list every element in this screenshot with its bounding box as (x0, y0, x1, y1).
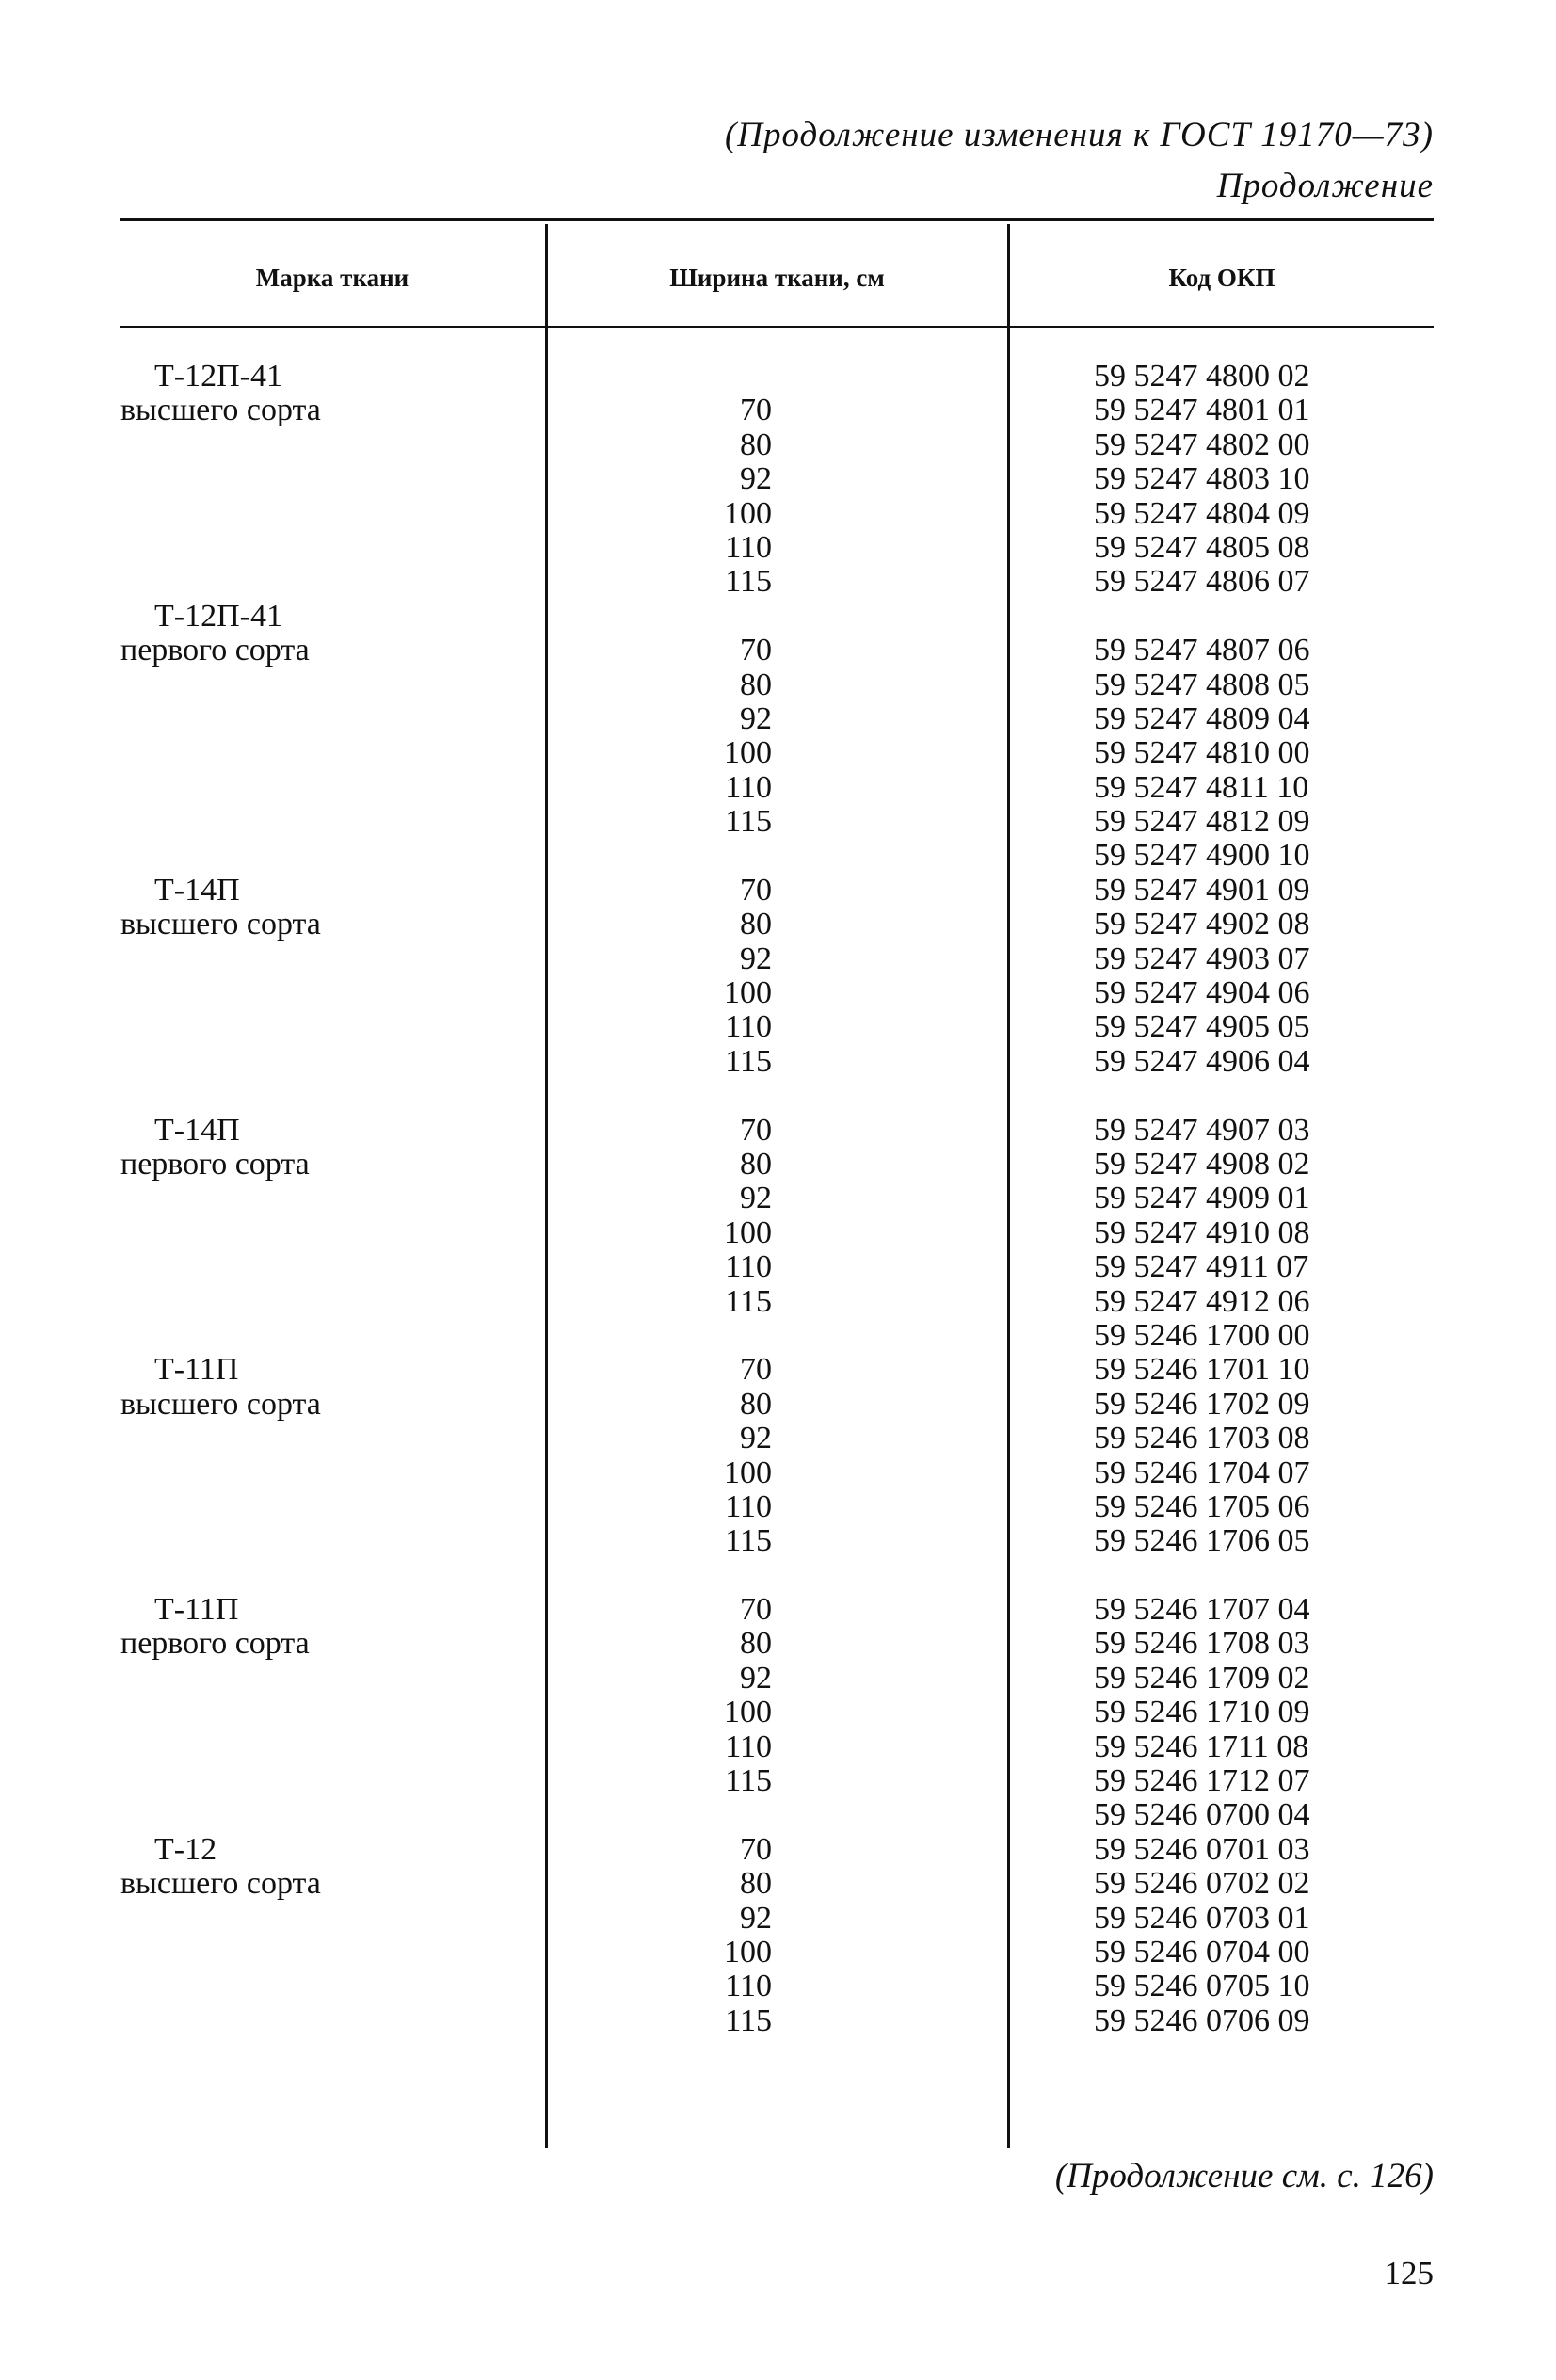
width-column (640, 360, 772, 2038)
width-cell: 110 (725, 529, 772, 565)
grade-cell-empty (120, 1422, 321, 1455)
code-cell: 59 5246 0706 09 (1094, 2002, 1310, 2038)
width-cell: 110 (725, 769, 772, 805)
grade-cell-empty (120, 839, 321, 873)
grade-cell-empty (120, 1456, 321, 1490)
width-cell: 115 (725, 1523, 772, 1559)
width-cell: 92 (740, 941, 772, 976)
width-cell: 110 (725, 1009, 772, 1045)
code-cell: 59 5246 0700 04 (1094, 1797, 1310, 1833)
grade-cell-empty (120, 1079, 321, 1113)
width-cell: 92 (740, 1660, 772, 1696)
width-cell: 115 (725, 1043, 772, 1079)
code-cell: 59 5246 1709 02 (1094, 1660, 1310, 1696)
code-cell: 59 5246 1708 03 (1094, 1626, 1310, 1662)
grade-sort: первого сорта (120, 1146, 310, 1182)
code-cell: 59 5246 1702 09 (1094, 1386, 1310, 1422)
grade-name: Т-11П (154, 1592, 239, 1628)
width-cell: 80 (740, 1626, 772, 1662)
code-cell: 59 5247 4908 02 (1094, 1146, 1310, 1182)
grade-cell-empty (120, 1250, 321, 1284)
column-divider-left (545, 224, 548, 2148)
grade-cell-empty (120, 1319, 321, 1353)
grade-cell-empty (120, 1182, 321, 1215)
grade-cell-empty (120, 1662, 321, 1696)
grade-cell-empty (120, 1490, 321, 1524)
width-cell: 110 (725, 1488, 772, 1524)
width-cell (640, 1798, 772, 1832)
width-cell (640, 1319, 772, 1353)
width-cell: 115 (725, 2002, 772, 2038)
width-cell: 92 (740, 461, 772, 497)
code-cell: 59 5247 4800 02 (1094, 359, 1310, 394)
code-cell: 59 5247 4809 04 (1094, 700, 1310, 736)
code-cell: 59 5247 4806 07 (1094, 564, 1310, 600)
code-cell: 59 5247 4803 10 (1094, 461, 1310, 497)
width-cell: 80 (740, 1386, 772, 1422)
code-cell: 59 5247 4906 04 (1094, 1043, 1310, 1079)
code-cell: 59 5246 0703 01 (1094, 1900, 1310, 1936)
width-cell: 115 (725, 804, 772, 840)
code-cell: 59 5247 4909 01 (1094, 1181, 1310, 1216)
code-cell: 59 5247 4911 07 (1094, 1249, 1309, 1285)
width-cell: 115 (725, 564, 772, 600)
width-cell: 100 (724, 1455, 772, 1490)
grade-name: Т-11П (154, 1352, 239, 1388)
code-cell: 59 5246 1703 08 (1094, 1421, 1310, 1456)
width-cell: 92 (740, 700, 772, 736)
code-cell (1094, 600, 1310, 634)
code-cell: 59 5247 4903 07 (1094, 941, 1310, 976)
code-cell: 59 5246 0702 02 (1094, 1866, 1310, 1902)
width-cell: 110 (725, 1969, 772, 2004)
grade-sort: высшего сорта (120, 907, 321, 942)
width-cell: 70 (740, 1592, 772, 1628)
code-cell: 59 5246 0705 10 (1094, 1969, 1310, 2004)
grade-sort: высшего сорта (120, 393, 321, 428)
grade-cell-empty (120, 565, 321, 599)
grade-name: Т-12 (154, 1831, 217, 1867)
width-cell: 80 (740, 1146, 772, 1182)
width-cell: 70 (740, 872, 772, 908)
table-head-rule (120, 326, 1434, 328)
grade-cell-empty (120, 1730, 321, 1764)
width-cell: 92 (740, 1900, 772, 1936)
width-cell: 70 (740, 1831, 772, 1867)
code-cell: 59 5247 4907 03 (1094, 1112, 1310, 1148)
table-top-rule (120, 218, 1434, 221)
grade-cell-empty (120, 1798, 321, 1832)
code-cell (1094, 1559, 1310, 1593)
column-header-width: Ширина ткани, см (669, 264, 885, 292)
grade-cell-empty (120, 1010, 321, 1044)
code-cell: 59 5247 4812 09 (1094, 804, 1310, 840)
code-cell: 59 5247 4804 09 (1094, 495, 1310, 531)
width-cell: 100 (724, 1695, 772, 1730)
grade-cell-empty (120, 668, 321, 702)
grade-sort: первого сорта (120, 1626, 310, 1662)
column-header-code: Код ОКП (1168, 264, 1275, 292)
code-cell: 59 5247 4802 00 (1094, 426, 1310, 462)
grade-column (120, 360, 321, 2038)
code-cell: 59 5247 4900 10 (1094, 838, 1310, 874)
width-cell: 92 (740, 1421, 772, 1456)
grade-cell-empty (120, 1216, 321, 1250)
width-cell: 80 (740, 907, 772, 942)
code-cell: 59 5247 4902 08 (1094, 907, 1310, 942)
header-continuation-of: (Продолжение изменения к ГОСТ 19170—73) (724, 116, 1434, 154)
width-cell: 80 (740, 1866, 772, 1902)
width-cell: 115 (725, 1283, 772, 1319)
grade-cell-empty (120, 428, 321, 462)
width-cell: 80 (740, 667, 772, 702)
code-cell: 59 5246 0704 00 (1094, 1934, 1310, 1970)
code-cell: 59 5247 4808 05 (1094, 667, 1310, 702)
width-cell: 70 (740, 633, 772, 668)
code-cell: 59 5246 1707 04 (1094, 1592, 1310, 1628)
width-cell (640, 839, 772, 873)
grade-name: Т-12П-41 (154, 359, 282, 394)
code-cell: 59 5246 1705 06 (1094, 1488, 1310, 1524)
grade-name: Т-14П (154, 872, 240, 908)
code-cell: 59 5246 0701 03 (1094, 1831, 1310, 1867)
width-cell: 100 (724, 975, 772, 1011)
grade-cell-empty (120, 1559, 321, 1593)
continuation-note: (Продолжение см. с. 126) (1054, 2157, 1434, 2195)
width-cell (640, 1079, 772, 1113)
code-cell: 59 5247 4910 08 (1094, 1214, 1310, 1250)
width-cell: 110 (725, 1729, 772, 1764)
width-cell (640, 360, 772, 394)
column-header-grade: Марка ткани (255, 264, 409, 292)
grade-cell-empty (120, 1902, 321, 1936)
grade-cell-empty (120, 1045, 321, 1079)
grade-cell-empty (120, 531, 321, 565)
width-cell: 70 (740, 1112, 772, 1148)
grade-cell-empty (120, 1524, 321, 1558)
code-cell: 59 5246 1706 05 (1094, 1523, 1310, 1559)
code-cell: 59 5247 4912 06 (1094, 1283, 1310, 1319)
code-cell: 59 5246 1711 08 (1094, 1729, 1309, 1764)
grade-cell-empty (120, 1696, 321, 1729)
code-cell: 59 5247 4904 06 (1094, 975, 1310, 1011)
grade-name: Т-14П (154, 1112, 240, 1148)
code-cell: 59 5246 1712 07 (1094, 1763, 1310, 1799)
code-cell: 59 5247 4901 09 (1094, 872, 1310, 908)
code-column (1094, 360, 1310, 2038)
grade-sort: высшего сорта (120, 1866, 321, 1902)
code-cell (1094, 1079, 1310, 1113)
grade-cell-empty (120, 1285, 321, 1319)
grade-cell-empty (120, 1764, 321, 1798)
grade-sort: высшего сорта (120, 1386, 321, 1422)
code-cell: 59 5247 4811 10 (1094, 769, 1309, 805)
column-divider-right (1007, 224, 1010, 2148)
grade-cell-empty (120, 976, 321, 1010)
width-cell: 110 (725, 1249, 772, 1285)
width-cell (640, 1559, 772, 1593)
grade-name: Т-12П-41 (154, 598, 282, 634)
code-cell: 59 5247 4807 06 (1094, 633, 1310, 668)
code-cell: 59 5246 1700 00 (1094, 1317, 1310, 1353)
code-cell: 59 5246 1710 09 (1094, 1695, 1310, 1730)
width-cell: 100 (724, 1934, 772, 1970)
grade-cell-empty (120, 1936, 321, 1970)
grade-sort: первого сорта (120, 633, 310, 668)
page-number: 125 (1384, 2255, 1434, 2292)
grade-cell-empty (120, 2004, 321, 2038)
width-cell: 80 (740, 426, 772, 462)
grade-cell-empty (120, 462, 321, 496)
width-cell: 115 (725, 1763, 772, 1799)
code-cell: 59 5246 1704 07 (1094, 1455, 1310, 1490)
grade-cell-empty (120, 771, 321, 805)
grade-cell-empty (120, 805, 321, 839)
width-cell: 70 (740, 1352, 772, 1388)
code-cell: 59 5247 4905 05 (1094, 1009, 1310, 1045)
width-cell: 70 (740, 393, 772, 428)
code-cell: 59 5247 4810 00 (1094, 735, 1310, 771)
table-continuation-label: Продолжение (1216, 167, 1434, 205)
grade-cell-empty (120, 942, 321, 976)
width-cell: 100 (724, 495, 772, 531)
width-cell: 100 (724, 735, 772, 771)
code-cell: 59 5247 4805 08 (1094, 529, 1310, 565)
grade-cell-empty (120, 736, 321, 770)
width-cell: 100 (724, 1214, 772, 1250)
code-cell: 59 5246 1701 10 (1094, 1352, 1310, 1388)
code-cell: 59 5247 4801 01 (1094, 393, 1310, 428)
grade-cell-empty (120, 497, 321, 531)
grade-cell-empty (120, 1970, 321, 2003)
width-cell (640, 600, 772, 634)
grade-cell-empty (120, 702, 321, 736)
width-cell: 92 (740, 1181, 772, 1216)
